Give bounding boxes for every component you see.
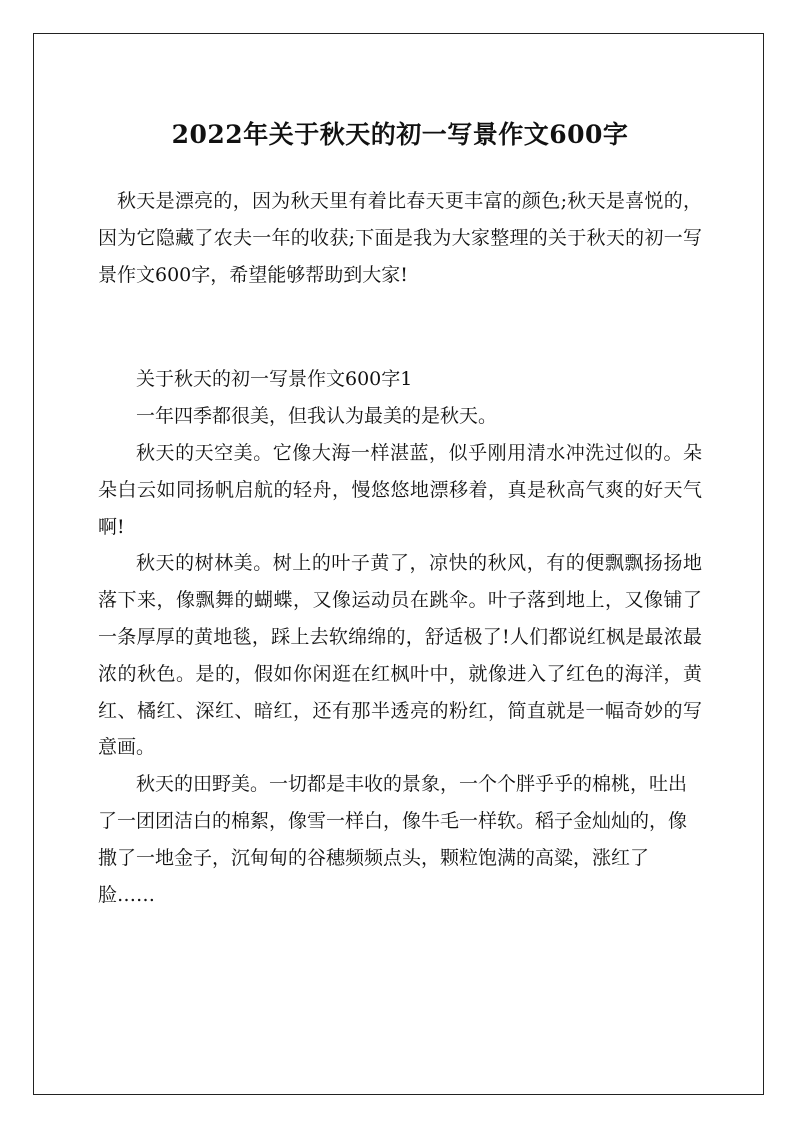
body-paragraph: 秋天的树林美。树上的叶子黄了，凉快的秋风，有的便飘飘扬扬地落下来，像飘舞的蝴蝶，又像运动员在跳伞。叶子落到地上，又像铺了一条厚厚的黄地毯，踩上去软绵绵的，舒适极了!人们都说红枫是最浓最浓的秋色。是的，假如你闲逛在红枫叶中，就像进入了红色的海洋，黄红、橘红、深红、暗红，还有那半透亮的粉红，简直就是一幅奇妙的写意画。 [98, 552, 702, 759]
body-paragraph: 秋天的天空美。它像大海一样湛蓝，似乎刚用清水冲洗过似的。朵朵白云如同扬帆启航的轻舟，慢悠悠地漂移着，真是秋高气爽的好天气啊! [98, 441, 702, 538]
body-paragraph: 秋天的田野美。一切都是丰收的景象，一个个胖乎乎的棉桃，吐出了一团团洁白的棉絮，像雪一样白，像牛毛一样软。稻子金灿灿的，像撒了一地金子，沉甸甸的谷穗频频点头，颗粒饱满的高粱，涨红了脸…… [98, 773, 688, 906]
document-title: 2022年关于秋天的初一写景作文600字 [171, 119, 629, 149]
section-heading: 关于秋天的初一写景作文600字1 [136, 368, 413, 391]
document-body [98, 183, 702, 913]
intro-paragraph: 秋天是漂亮的，因为秋天里有着比春天更丰富的颜色;秋天是喜悦的，因为它隐藏了农夫一年的收获;下面是我为大家整理的关于秋天的初一写景作文600字，希望能够帮助到大家! [98, 190, 702, 286]
body-paragraph: 一年四季都很美，但我认为最美的是秋天。 [136, 405, 498, 428]
